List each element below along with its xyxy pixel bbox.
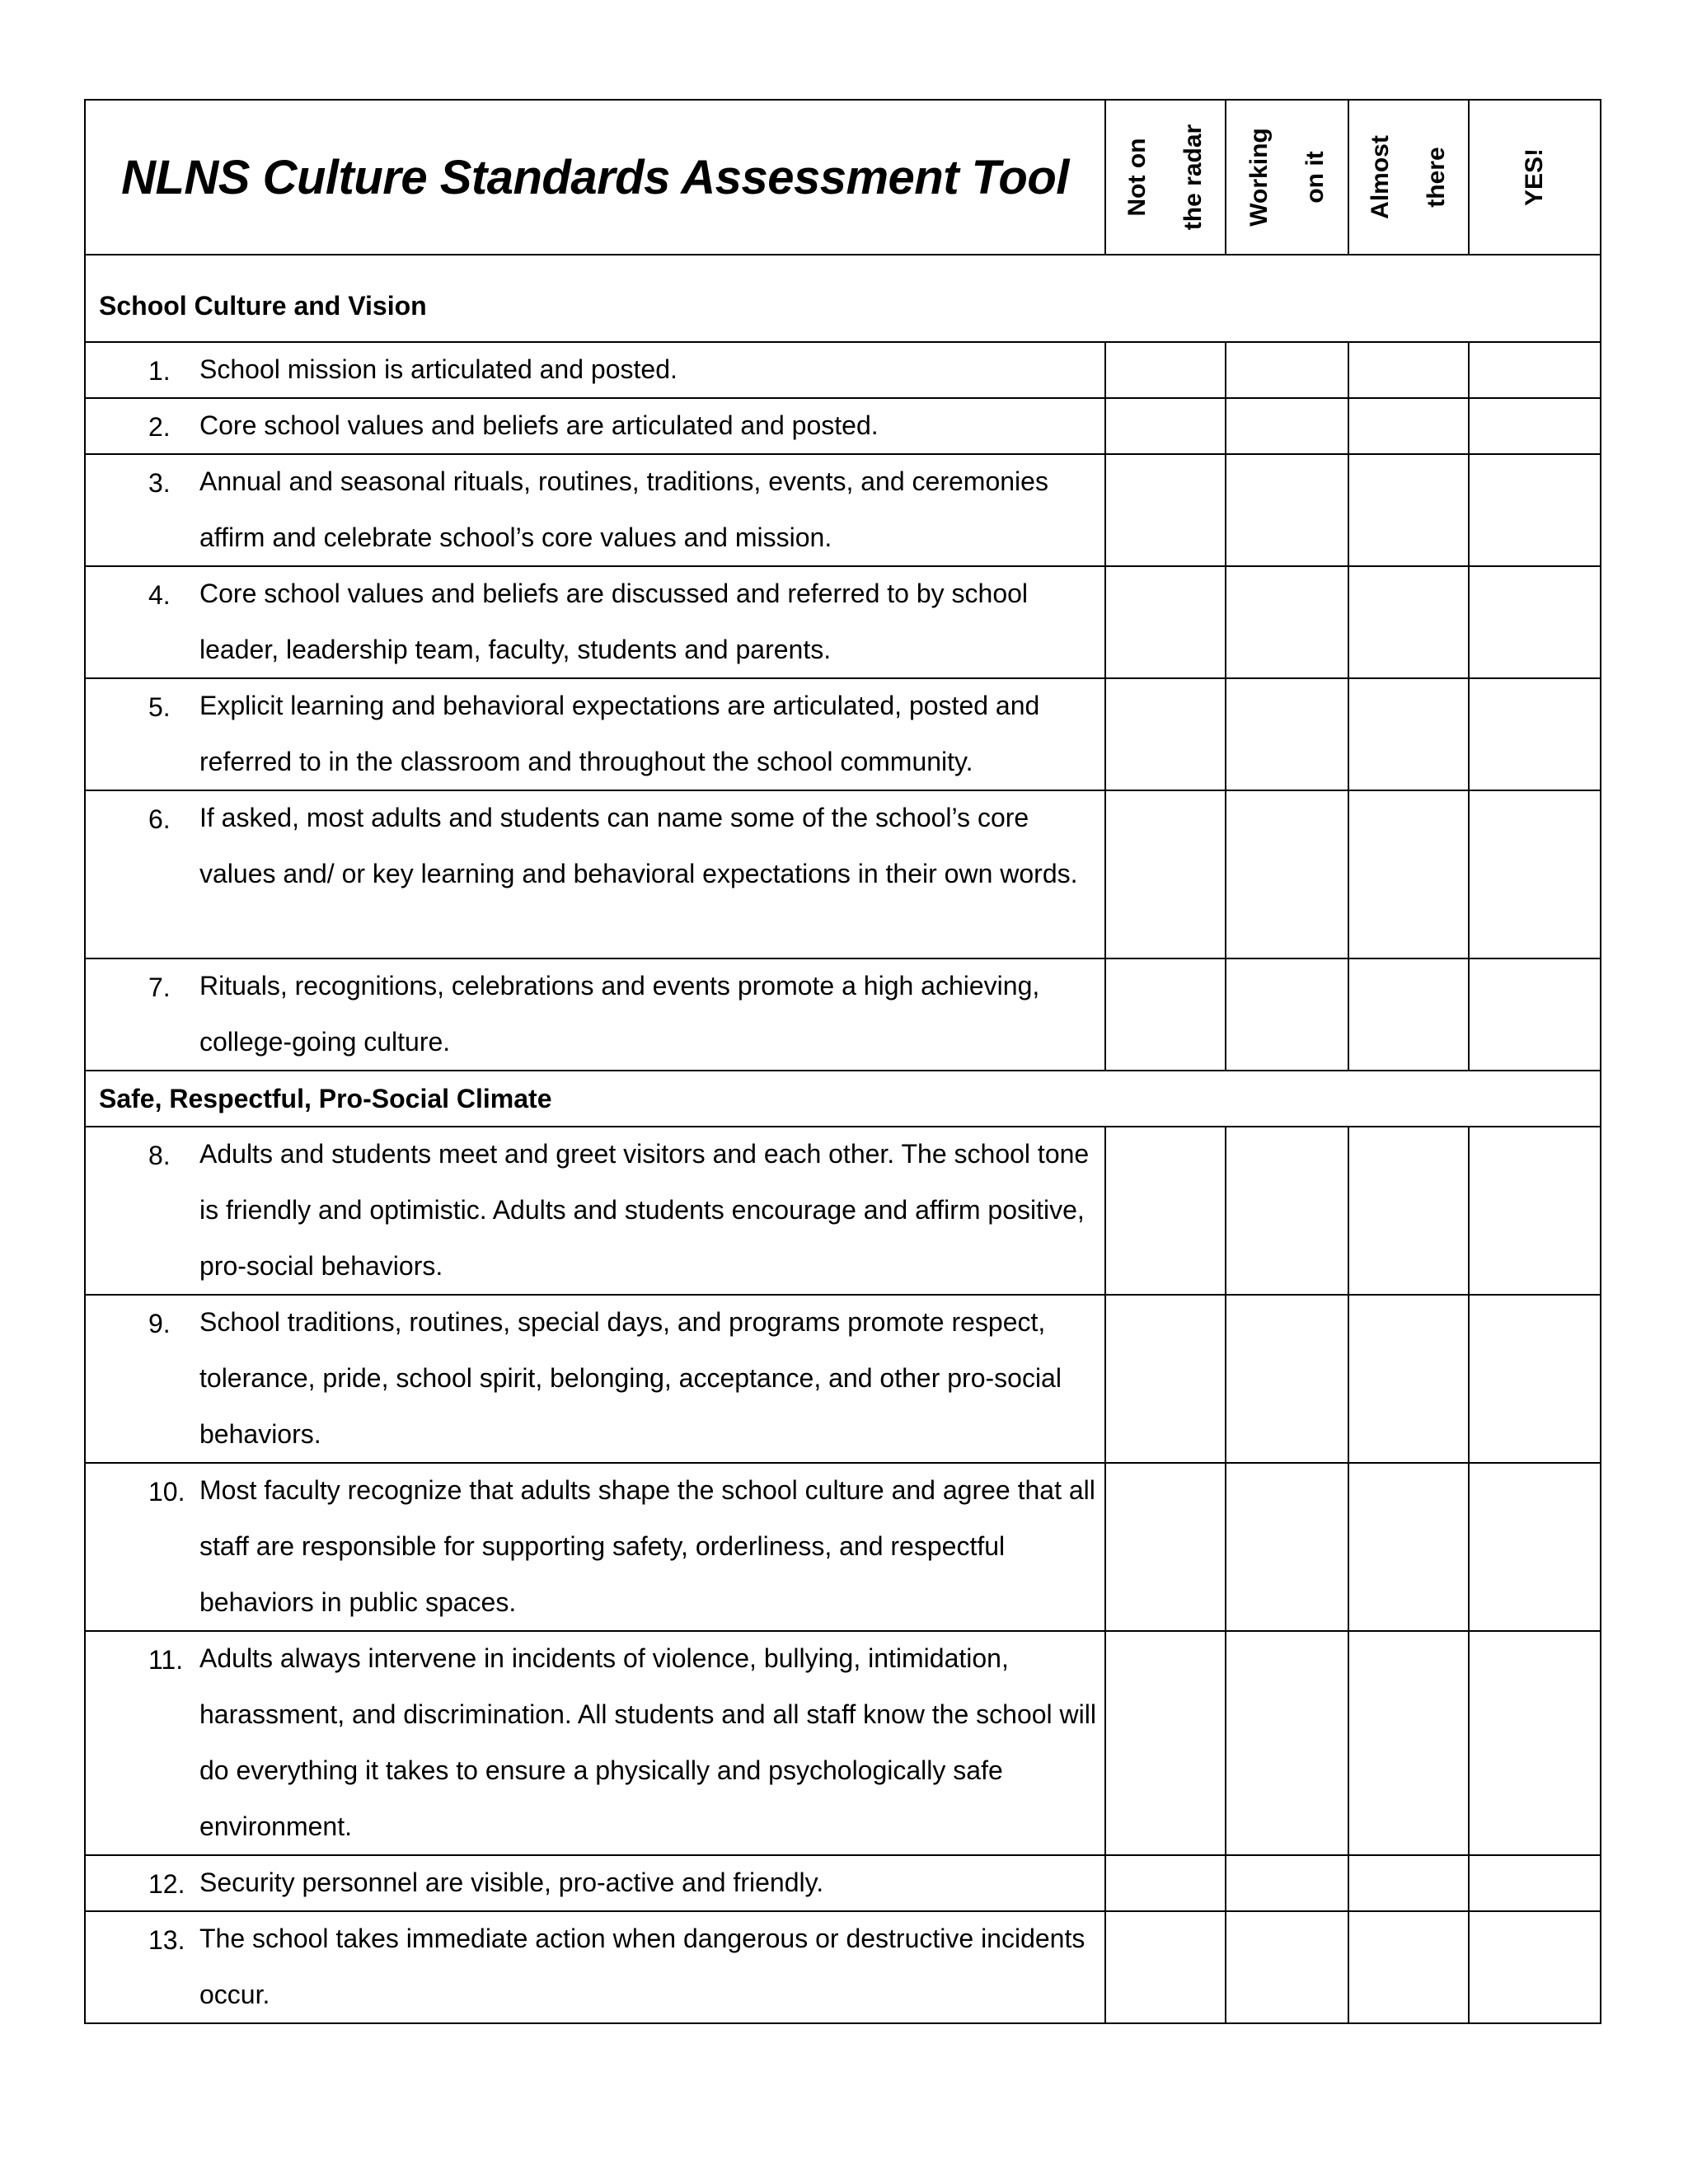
table-row (85, 1463, 1601, 1631)
rating-checkbox[interactable] (1469, 398, 1601, 454)
item-cell (85, 1295, 1105, 1463)
item-number: 8. (148, 1141, 171, 1170)
item-number: 4. (148, 580, 171, 610)
rating-checkbox[interactable] (1105, 678, 1226, 790)
rating-checkbox[interactable] (1469, 454, 1601, 566)
rating-checkbox[interactable] (1226, 1911, 1348, 2023)
rating-checkbox[interactable] (1105, 1127, 1226, 1295)
rating-checkbox[interactable] (1469, 342, 1601, 398)
rating-checkbox[interactable] (1105, 342, 1226, 398)
table-row (85, 1911, 1601, 2023)
item-cell (85, 1911, 1105, 2023)
item-text: Core school values and beliefs are articulated and posted. (199, 410, 879, 440)
item-cell (85, 1631, 1105, 1855)
assessment-table (84, 99, 1601, 2024)
rating-checkbox[interactable] (1348, 342, 1469, 398)
item-number: 13. (148, 1925, 185, 1955)
section-heading: Safe, Respectful, Pro-Social Climate (85, 1071, 1601, 1127)
rating-checkbox[interactable] (1469, 958, 1601, 1071)
item-text: School traditions, routines, special days, and programs promote respect, tolerance, pride, school spirit, belonging, acceptance, and other pro-social behaviors. (199, 1307, 1062, 1449)
rating-checkbox[interactable] (1105, 1911, 1226, 2023)
section-row (85, 1071, 1601, 1127)
item-cell (85, 958, 1105, 1071)
item-number: 11. (148, 1645, 184, 1675)
item-cell (85, 398, 1105, 454)
rating-checkbox[interactable] (1469, 1127, 1601, 1295)
rating-checkbox[interactable] (1105, 790, 1226, 958)
item-number: 2. (148, 412, 171, 442)
rating-header-working-on-it (1226, 100, 1348, 255)
rating-header-line: on it (1301, 151, 1329, 204)
rating-checkbox[interactable] (1105, 454, 1226, 566)
table-row (85, 678, 1601, 790)
table-row (85, 566, 1601, 678)
rating-checkbox[interactable] (1348, 398, 1469, 454)
item-text: Adults and students meet and greet visitors and each other. The school tone is friendly and optimistic. Adults and students encourage and affirm positive, pro-social behaviors. (199, 1139, 1090, 1281)
rating-checkbox[interactable] (1226, 678, 1348, 790)
rating-header-yes (1469, 100, 1601, 255)
rating-header-line: YES! (1521, 148, 1548, 207)
rating-checkbox[interactable] (1348, 1127, 1469, 1295)
rating-header-line: Not on (1123, 138, 1151, 217)
document-title: NLNS Culture Standards Assessment Tool (121, 150, 1069, 204)
item-number: 9. (148, 1309, 171, 1338)
item-text: Explicit learning and behavioral expectations are articulated, posted and referred to in the classroom and throughout the school community. (199, 691, 1040, 776)
rating-checkbox[interactable] (1226, 1631, 1348, 1855)
item-text: Adults always intervene in incidents of violence, bullying, intimidation, harassment, and discrimination. All students and all staff know the school will do everything it takes to ensure a physically and psychologically safe environment. (199, 1643, 1096, 1841)
item-cell (85, 566, 1105, 678)
rating-checkbox[interactable] (1348, 1911, 1469, 2023)
table-row (85, 1855, 1601, 1911)
table-row (85, 790, 1601, 958)
table-row (85, 1295, 1601, 1463)
rating-checkbox[interactable] (1226, 454, 1348, 566)
rating-checkbox[interactable] (1348, 678, 1469, 790)
table-row (85, 398, 1601, 454)
section-row (85, 255, 1601, 342)
rating-checkbox[interactable] (1469, 1631, 1601, 1855)
rating-checkbox[interactable] (1105, 1631, 1226, 1855)
table-row (85, 1127, 1601, 1295)
section-heading: School Culture and Vision (85, 255, 1601, 342)
rating-checkbox[interactable] (1226, 1127, 1348, 1295)
item-cell (85, 342, 1105, 398)
rating-checkbox[interactable] (1469, 566, 1601, 678)
item-text: Annual and seasonal rituals, routines, traditions, events, and ceremonies affirm and celebrate school’s core values and mission. (199, 466, 1048, 552)
rating-checkbox[interactable] (1105, 1463, 1226, 1631)
header-row (85, 100, 1601, 255)
rating-checkbox[interactable] (1348, 1295, 1469, 1463)
item-number: 6. (148, 804, 171, 834)
item-text: Most faculty recognize that adults shape the school culture and agree that all staff are responsible for supporting safety, orderliness, and respectful behaviors in public spaces. (199, 1475, 1095, 1617)
rating-checkbox[interactable] (1226, 1295, 1348, 1463)
item-number: 5. (148, 692, 171, 722)
rating-checkbox[interactable] (1226, 790, 1348, 958)
rating-checkbox[interactable] (1226, 1463, 1348, 1631)
rating-checkbox[interactable] (1226, 398, 1348, 454)
item-cell (85, 1463, 1105, 1631)
rating-checkbox[interactable] (1348, 454, 1469, 566)
rating-checkbox[interactable] (1105, 958, 1226, 1071)
rating-header-line: there (1423, 147, 1450, 208)
item-number: 12. (148, 1869, 185, 1899)
rating-checkbox[interactable] (1348, 1463, 1469, 1631)
rating-checkbox[interactable] (1348, 958, 1469, 1071)
item-cell (85, 790, 1105, 958)
item-text: The school takes immediate action when dangerous or destructive incidents occur. (199, 1924, 1085, 2009)
rating-header-almost-there (1348, 100, 1469, 255)
rating-checkbox[interactable] (1348, 566, 1469, 678)
item-number: 7. (148, 972, 171, 1002)
title-cell (85, 100, 1105, 255)
table-row (85, 1631, 1601, 1855)
item-cell (85, 1127, 1105, 1295)
rating-checkbox[interactable] (1226, 566, 1348, 678)
item-text: If asked, most adults and students can name some of the school’s core values and/ or key learning and behavioral expectations in their own words. (199, 803, 1078, 888)
rating-checkbox[interactable] (1348, 1855, 1469, 1911)
rating-checkbox[interactable] (1348, 790, 1469, 958)
rating-checkbox[interactable] (1105, 398, 1226, 454)
rating-checkbox[interactable] (1469, 1911, 1601, 2023)
rating-checkbox[interactable] (1469, 1463, 1601, 1631)
rating-checkbox[interactable] (1105, 1295, 1226, 1463)
item-cell (85, 454, 1105, 566)
table-row (85, 342, 1601, 398)
item-text: Security personnel are visible, pro-active and friendly. (199, 1868, 824, 1897)
item-text: Rituals, recognitions, celebrations and events promote a high achieving, college-going culture. (199, 971, 1040, 1057)
table-row (85, 454, 1601, 566)
rating-header-line: Almost (1367, 135, 1394, 219)
rating-checkbox[interactable] (1226, 342, 1348, 398)
rating-checkbox[interactable] (1105, 566, 1226, 678)
rating-checkbox[interactable] (1105, 1855, 1226, 1911)
rating-checkbox[interactable] (1469, 1855, 1601, 1911)
rating-checkbox[interactable] (1226, 1855, 1348, 1911)
item-cell (85, 678, 1105, 790)
table-row (85, 958, 1601, 1071)
item-number: 3. (148, 468, 171, 498)
rating-checkbox[interactable] (1469, 678, 1601, 790)
rating-header-not-on-radar (1105, 100, 1226, 255)
item-number: 10. (148, 1477, 185, 1507)
rating-checkbox[interactable] (1226, 958, 1348, 1071)
item-text: Core school values and beliefs are discussed and referred to by school leader, leadership team, faculty, students and parents. (199, 579, 1029, 664)
item-number: 1. (148, 356, 171, 386)
rating-checkbox[interactable] (1469, 1295, 1601, 1463)
rating-checkbox[interactable] (1469, 790, 1601, 958)
item-text: School mission is articulated and posted. (199, 354, 678, 384)
item-cell (85, 1855, 1105, 1911)
rating-checkbox[interactable] (1348, 1631, 1469, 1855)
rating-header-line: the radar (1179, 124, 1207, 231)
rating-header-line: Working (1245, 128, 1273, 227)
